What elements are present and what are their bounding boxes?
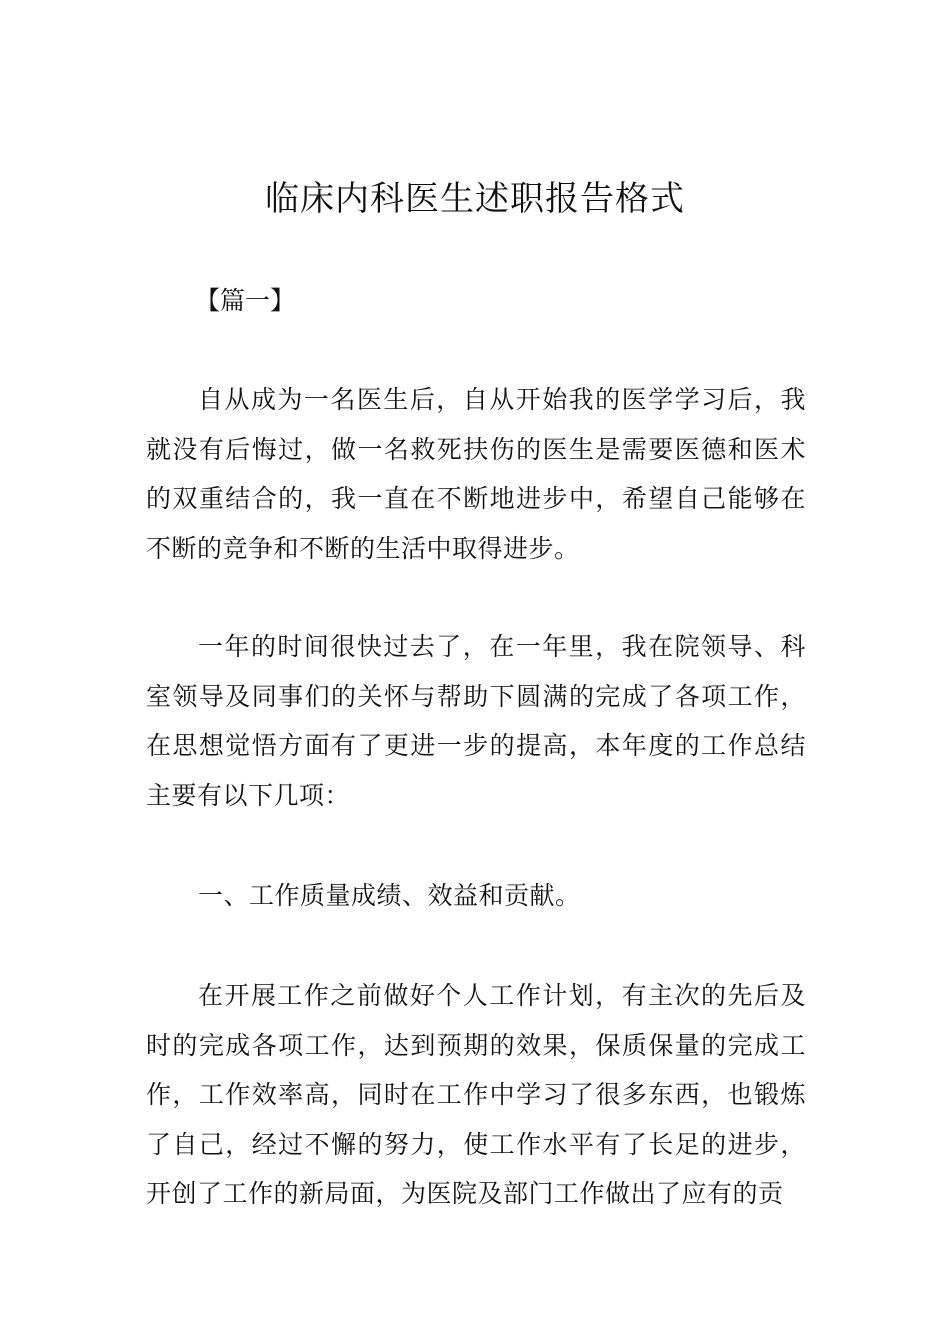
paragraph-work-quality: 在开展工作之前做好个人工作计划，有主次的先后及时的完成各项工作，达到预期的效果，保质保量的完成工作，工作效率高，同时在工作中学习了很多东西，也锻炼了自己，经过不懈的努力，使工作水平有了长足的进步，开创了工作的新局面，为医院及部门工作做出了应有的贡: [146, 981, 806, 1208]
paragraph-year-summary: 一年的时间很快过去了，在一年里，我在院领导、科室领导及同事们的关怀与帮助下圆满的完成了各项工作，在思想觉悟方面有了更进一步的提高，本年度的工作总结主要有以下几项：: [146, 632, 806, 810]
document-title: 临床内科医生述职报告格式: [265, 179, 685, 219]
section-label: 【篇一】: [195, 286, 296, 315]
paragraph-heading-one: 一、工作质量成绩、效益和贡献。: [198, 881, 581, 910]
paragraph-intro: 自从成为一名医生后，自从开始我的医学学习后，我就没有后悔过，做一名救死扶伤的医生是需要医德和医术的双重结合的，我一直在不断地进步中，希望自己能够在不断的竞争和不断的生活中取得进步。: [146, 385, 806, 563]
